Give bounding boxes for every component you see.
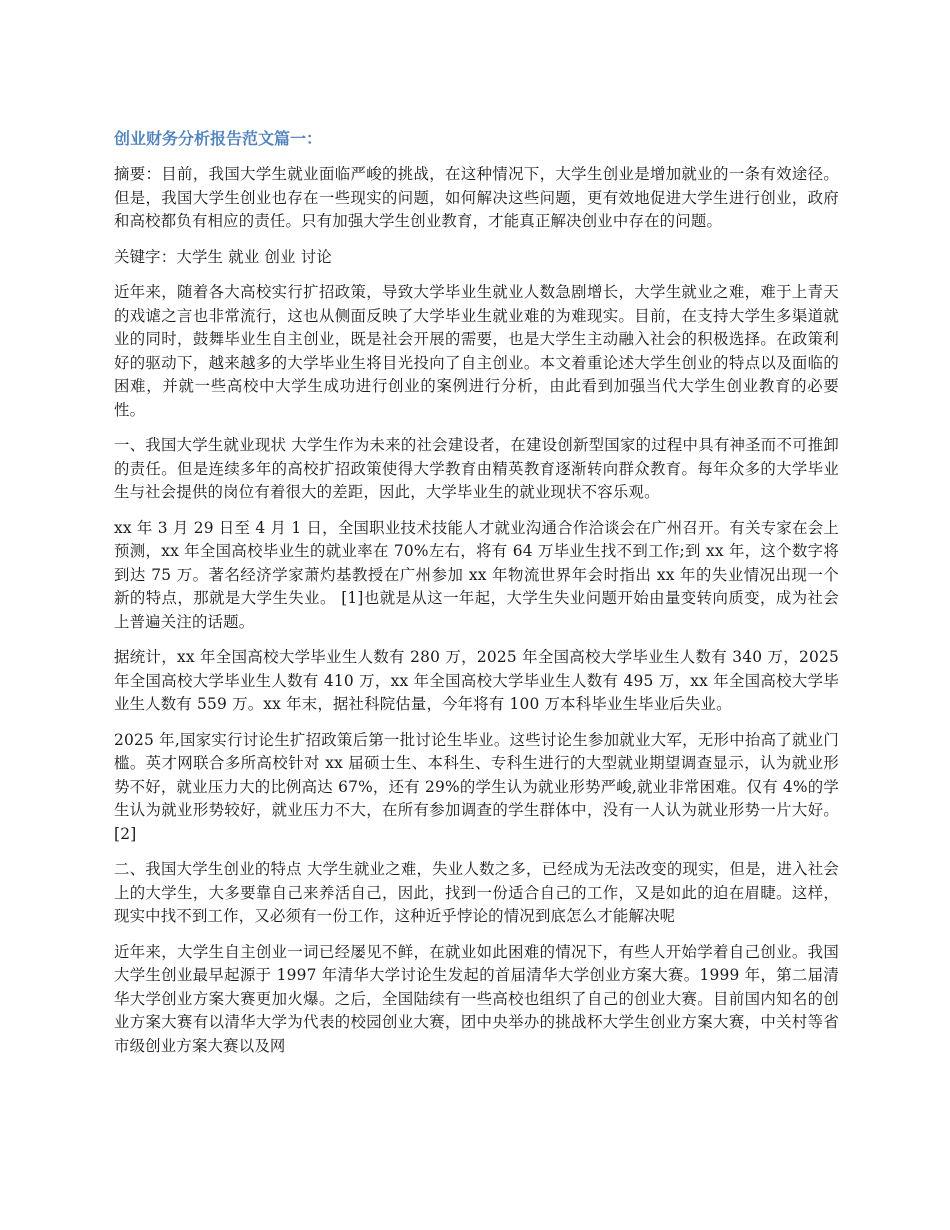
survey-paragraph: 2025 年,国家实行讨论生扩招政策后第一批讨论生毕业。这些讨论生参加就业大军，无形中抬高了就业门槛。英才网联合多所高校针对 xx 届硕士生、本科生、专科生进行的大型就业期望调查显示，认为就业形势不好，就业压力大的比例高达 67%，还有 29%的学生认为就业形势严峻,就业非常困难。仅有 4%的学生认为就业形势较好，就业压力不大，在所有参加调查的学生群体中，没有一人认为就业形势一片大好。[2] <box>114 730 839 843</box>
abstract-paragraph: 摘要：目前，我国大学生就业面临严峻的挑战，在这种情况下，大学生创业是增加就业的一条有效途径。但是，我国大学生创业也存在一些现实的问题，如何解决这些问题，更有效地促进大学生进行创业，政府和高校都负有相应的责任。只有加强大学生创业教育，才能真正解决创业中存在的问题。 <box>114 165 839 230</box>
body-paragraph: xx 年 3 月 29 日至 4 月 1 日，全国职业技术技能人才就业沟通合作洽谈会在广州召开。有关专家在会上预测，xx 年全国高校毕业生的就业率在 70%左右，将有 64 万毕业生找不到工作;到 xx 年，这个数字将到达 75 万。著名经济学家萧灼基教授在广州参加 xx 年物流世界年会时指出 xx 年的失业情况出现一个新的特点，那就是大学生失业。 [1]也就是从这一年起，大学生失业问题开始由量变转向质变，成为社会上普遍关注的话题。 <box>114 518 839 631</box>
section-two-paragraph: 二、我国大学生创业的特点 大学生就业之难，失业人数之多，已经成为无法改变的现实，但是，进入社会上的大学生，大多要靠自己来养活自己，因此，找到一份适合自己的工作，又是如此的迫在眉睫。这样，现实中找不到工作，又必须有一份工作，这种近乎悖论的情况到底怎么才能解决呢 <box>114 860 839 925</box>
body-paragraph-last: 近年来，大学生自主创业一词已经屡见不鲜，在就业如此困难的情况下，有些人开始学着自己创业。我国大学生创业最早起源于 1997 年清华大学讨论生发起的首届清华大学创业方案大赛。1999 年，第二届清华大学创业方案大赛更加火爆。之后，全国陆续有一些高校也组织了自己的创业大赛。目前国内知名的创业方案大赛有以清华大学为代表的校园创业大赛，团中央举办的挑战杯大学生创业方案大赛，中关村等省市级创业方案大赛以及网 <box>114 942 839 1055</box>
keywords-paragraph: 关键字：大学生 就业 创业 讨论 <box>114 247 332 266</box>
document-title: 创业财务分析报告范文篇一： <box>114 129 323 148</box>
statistics-paragraph: 据统计，xx 年全国高校大学毕业生人数有 280 万，2025 年全国高校大学毕业生人数有 340 万，2025 年全国高校大学毕业生人数有 410 万，xx 年全国高校大学毕业生人数有 495 万，xx 年全国高校大学毕业生人数有 559 万。xx 年末，据社科院估量，今年将有 100 万本科毕业生毕业后失业。 <box>114 648 839 713</box>
section-one-paragraph: 一、我国大学生就业现状 大学生作为未来的社会建设者，在建设创新型国家的过程中具有神圣而不可推卸的责任。但是连续多年的高校扩招政策使得大学教育由精英教育逐渐转向群众教育。每年众多的大学毕业生与社会提供的岗位有着很大的差距，因此，大学毕业生的就业现状不容乐观。 <box>114 436 839 501</box>
intro-paragraph: 近年来，随着各大高校实行扩招政策，导致大学毕业生就业人数急剧增长，大学生就业之难，难于上青天的戏谑之言也非常流行，这也从侧面反映了大学毕业生就业难的为难现实。目前，在支持大学生多渠道就业的同时，鼓舞毕业生自主创业，既是社会开展的需要，也是大学生主动融入社会的积极选择。在政策利好的驱动下，越来越多的大学毕业生将目光投向了自主创业。本文着重论述大学生创业的特点以及面临的困难，并就一些高校中大学生成功进行创业的案例进行分析，由此看到加强当代大学生创业教育的必要性。 <box>114 283 839 419</box>
document-body <box>114 127 839 1070</box>
